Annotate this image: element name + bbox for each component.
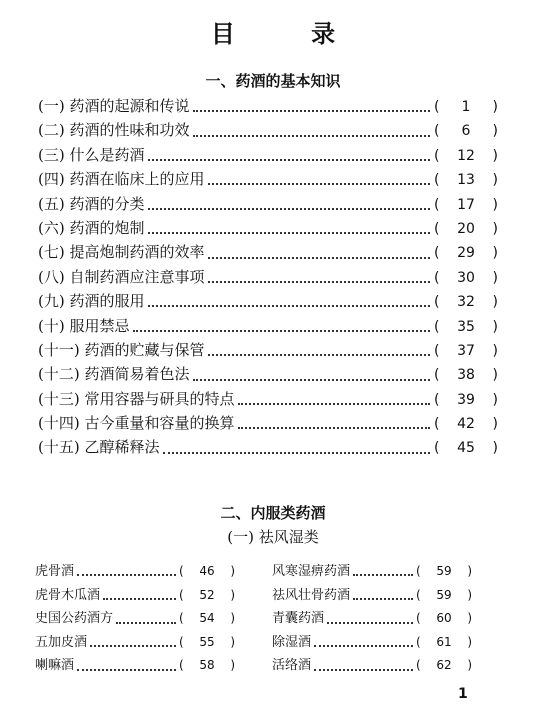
- toc-entry[interactable]: [38, 193, 498, 217]
- toc-entry-label: (七) 提高炮制药酒的效率: [38, 243, 205, 262]
- close-paren: ): [230, 634, 235, 649]
- toc-entry-label: (十四) 古今重量和容量的换算: [38, 414, 235, 433]
- open-paren: (: [179, 658, 184, 673]
- open-paren: (: [416, 658, 421, 673]
- open-paren: (: [416, 587, 421, 602]
- close-paren: ): [492, 245, 498, 262]
- page-number-value: 59: [436, 587, 452, 602]
- toc-entry-page: [434, 319, 498, 335]
- toc-entry-label: (九) 药酒的服用: [38, 292, 145, 311]
- toc-entry[interactable]: [38, 119, 498, 143]
- open-paren: (: [434, 245, 440, 262]
- toc-entry-page: [434, 270, 498, 286]
- dot-leader: [193, 126, 430, 136]
- open-paren: (: [179, 611, 184, 626]
- toc-entry-page: [179, 635, 235, 649]
- toc-entry-label: 除湿酒: [272, 634, 312, 650]
- close-paren: ): [492, 123, 498, 140]
- dot-leader: [208, 175, 430, 185]
- toc-entry-page: [416, 635, 472, 649]
- page-number-value: 45: [457, 440, 475, 457]
- dot-leader: [148, 151, 430, 161]
- toc-entry[interactable]: [272, 654, 472, 678]
- toc-entry[interactable]: [35, 654, 235, 678]
- subsection-heading-dispel-wind-damp: (一) 祛风湿类: [227, 528, 319, 546]
- page-number-value: 37: [457, 342, 475, 359]
- close-paren: ): [467, 564, 472, 578]
- close-paren: ): [467, 611, 472, 626]
- toc-entry-label: 五加皮酒: [35, 634, 88, 650]
- dot-leader: [148, 200, 430, 210]
- dot-leader: [314, 638, 413, 647]
- dot-leader: [148, 224, 430, 234]
- close-paren: ): [492, 342, 498, 359]
- toc-entry-label: 喇嘛酒: [35, 658, 75, 674]
- toc-entry-label: 史国公药酒方: [35, 611, 114, 627]
- dot-leader: [163, 444, 430, 454]
- dot-leader: [314, 662, 413, 671]
- dot-leader: [327, 614, 413, 623]
- dot-leader: [353, 591, 413, 600]
- toc-entry[interactable]: [38, 144, 498, 168]
- toc-entry[interactable]: [38, 95, 498, 119]
- toc-entry-page: [416, 564, 472, 578]
- page-number-value: 54: [199, 611, 215, 626]
- dot-leader: [208, 346, 430, 356]
- toc-entry-page: [434, 294, 498, 310]
- toc-entry-label: (三) 什么是药酒: [38, 145, 145, 164]
- page-number-value: 46: [199, 564, 215, 578]
- page-number-value: 61: [436, 634, 452, 649]
- close-paren: ): [467, 634, 472, 649]
- toc-entry[interactable]: [38, 436, 498, 460]
- toc-entry-page: [434, 221, 498, 237]
- page-number-value: 17: [457, 196, 475, 213]
- toc-entry[interactable]: [35, 560, 235, 584]
- toc-entry-label: 风寒湿痹药酒: [272, 564, 351, 579]
- toc-entry[interactable]: [38, 290, 498, 314]
- close-paren: ): [492, 318, 498, 335]
- toc-entry[interactable]: [38, 266, 498, 290]
- dot-leader: [238, 395, 430, 405]
- open-paren: (: [434, 294, 440, 311]
- page-number-value: 20: [457, 220, 475, 237]
- page-number-value: 35: [457, 318, 475, 335]
- open-paren: (: [416, 564, 421, 578]
- open-paren: (: [434, 172, 440, 189]
- dot-leader: [193, 102, 430, 112]
- toc-entry[interactable]: [38, 217, 498, 241]
- dot-leader: [353, 567, 413, 576]
- toc-entry-label: (十一) 药酒的贮藏与保管: [38, 340, 205, 359]
- toc-entry-page: [416, 658, 472, 672]
- toc-entry[interactable]: [38, 363, 498, 387]
- toc-entry[interactable]: [38, 412, 498, 436]
- open-paren: (: [434, 342, 440, 359]
- page-number-value: 12: [457, 147, 475, 164]
- page-title: 目 录: [210, 20, 370, 48]
- close-paren: ): [492, 269, 498, 286]
- close-paren: ): [230, 658, 235, 673]
- close-paren: ): [467, 658, 472, 673]
- dot-leader: [103, 591, 176, 600]
- toc-entry-page: [434, 148, 498, 164]
- close-paren: ): [492, 391, 498, 408]
- toc-entry[interactable]: [272, 631, 472, 655]
- page-number-value: 29: [457, 245, 475, 262]
- toc-list-left-column: [35, 560, 235, 678]
- toc-entry[interactable]: [35, 631, 235, 655]
- toc-entry-page: [434, 416, 498, 432]
- toc-entry[interactable]: [38, 388, 498, 412]
- dot-leader: [208, 248, 430, 258]
- toc-entry-label: (一) 药酒的起源和传说: [38, 97, 190, 115]
- dot-leader: [148, 297, 430, 307]
- close-paren: ): [492, 147, 498, 164]
- toc-entry[interactable]: [38, 339, 498, 363]
- close-paren: ): [492, 99, 498, 115]
- toc-entry-label: 祛风壮骨药酒: [272, 587, 351, 603]
- dot-leader: [193, 370, 430, 380]
- toc-entry[interactable]: [272, 607, 472, 631]
- dot-leader: [238, 419, 430, 429]
- toc-entry[interactable]: [38, 168, 498, 192]
- toc-entry-label: (二) 药酒的性味和功效: [38, 121, 190, 140]
- toc-entry[interactable]: [35, 607, 235, 631]
- toc-entry-label: 活络酒: [272, 658, 312, 674]
- toc-entry-label: 青囊药酒: [272, 611, 325, 627]
- open-paren: (: [434, 416, 440, 433]
- toc-entry-page: [179, 564, 235, 578]
- close-paren: ): [492, 440, 498, 457]
- dot-leader: [116, 614, 176, 623]
- page-number-value: 55: [199, 634, 215, 649]
- open-paren: (: [434, 147, 440, 164]
- close-paren: ): [492, 294, 498, 311]
- toc-entry-page: [434, 343, 498, 359]
- close-paren: ): [492, 196, 498, 213]
- page-number-value: 58: [199, 658, 215, 673]
- open-paren: (: [434, 440, 440, 457]
- toc-entry-page: [434, 197, 498, 213]
- toc-entry-page: [179, 658, 235, 672]
- toc-entry[interactable]: [35, 584, 235, 608]
- page-number-value: 32: [457, 294, 475, 311]
- page-number-value: 42: [457, 416, 475, 433]
- open-paren: (: [434, 269, 440, 286]
- open-paren: (: [179, 634, 184, 649]
- toc-entry-page: [434, 123, 498, 139]
- close-paren: ): [230, 564, 235, 578]
- toc-entry[interactable]: [272, 560, 472, 584]
- toc-entry-label: (八) 自制药酒应注意事项: [38, 267, 205, 286]
- page-number-value: 59: [436, 564, 452, 578]
- page-number-value: 60: [436, 611, 452, 626]
- section-heading-oral-medicinal-wine: 二、内服类药酒: [220, 504, 326, 522]
- toc-entry-label: (十) 服用禁忌: [38, 316, 130, 335]
- page-number-value: 38: [457, 367, 475, 384]
- close-paren: ): [230, 587, 235, 602]
- toc-entry-page: [434, 367, 498, 383]
- open-paren: (: [434, 123, 440, 140]
- dot-leader: [208, 273, 430, 283]
- open-paren: (: [434, 367, 440, 384]
- open-paren: (: [434, 196, 440, 213]
- page-number-value: 39: [457, 391, 475, 408]
- toc-entry-page: [416, 611, 472, 625]
- toc-entry-label: (六) 药酒的炮制: [38, 218, 145, 237]
- toc-list-right-column: [272, 560, 472, 678]
- dot-leader: [77, 662, 176, 671]
- open-paren: (: [434, 318, 440, 335]
- toc-entry-label: (十五) 乙醇稀释法: [38, 438, 160, 457]
- toc-entry[interactable]: [272, 584, 472, 608]
- page-number-value: 1: [461, 99, 471, 115]
- toc-entry-page: [434, 392, 498, 408]
- open-paren: (: [434, 220, 440, 237]
- toc-entry-label: (十三) 常用容器与研具的特点: [38, 389, 235, 408]
- open-paren: (: [434, 99, 440, 115]
- close-paren: ): [467, 587, 472, 602]
- toc-entry-label: (十二) 药酒简易着色法: [38, 365, 190, 384]
- section-heading-basic-knowledge: 一、药酒的基本知识: [205, 72, 341, 90]
- toc-entry-page: [179, 588, 235, 602]
- toc-entry-page: [434, 245, 498, 261]
- dot-leader: [77, 567, 176, 576]
- toc-entry-label: (四) 药酒在临床上的应用: [38, 170, 205, 189]
- close-paren: ): [492, 367, 498, 384]
- open-paren: (: [434, 391, 440, 408]
- close-paren: ): [492, 172, 498, 189]
- close-paren: ): [230, 611, 235, 626]
- open-paren: (: [416, 634, 421, 649]
- open-paren: (: [179, 564, 184, 578]
- toc-entry-label: 虎骨木瓜酒: [35, 587, 101, 603]
- toc-entry[interactable]: [38, 241, 498, 265]
- toc-list-basic-knowledge: [38, 95, 498, 461]
- page-number-value: 62: [436, 658, 452, 673]
- page-number: 1: [458, 686, 468, 702]
- open-paren: (: [416, 611, 421, 626]
- page-number-value: 30: [457, 269, 475, 286]
- page-number-value: 6: [461, 123, 471, 140]
- dot-leader: [90, 638, 176, 647]
- dot-leader: [133, 322, 430, 332]
- close-paren: ): [492, 220, 498, 237]
- toc-entry-page: [416, 588, 472, 602]
- page-number-value: 13: [457, 172, 475, 189]
- toc-entry-page: [179, 611, 235, 625]
- page-number-value: 52: [199, 587, 215, 602]
- toc-entry[interactable]: [38, 315, 498, 339]
- open-paren: (: [179, 587, 184, 602]
- toc-entry-page: [434, 99, 498, 115]
- toc-entry-page: [434, 172, 498, 188]
- close-paren: ): [492, 416, 498, 433]
- toc-entry-page: [434, 440, 498, 456]
- toc-entry-label: (五) 药酒的分类: [38, 194, 145, 213]
- toc-entry-label: 虎骨酒: [35, 564, 75, 579]
